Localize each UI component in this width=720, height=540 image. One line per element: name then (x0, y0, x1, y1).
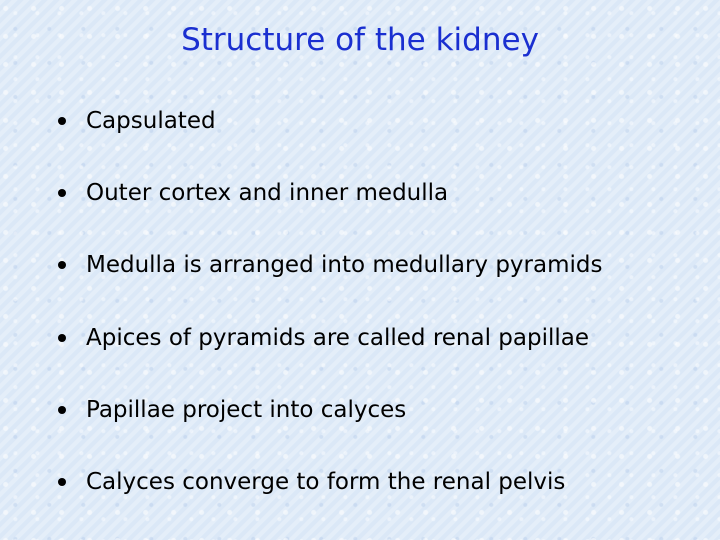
bullet-item (58, 464, 565, 500)
bullet-item (58, 320, 589, 356)
bullet-text: Medulla is arranged into medullary pyramids (86, 252, 603, 278)
bullet-text: Calyces converge to form the renal pelvis (86, 469, 566, 495)
bullet-text: Capsulated (86, 108, 216, 134)
bullet-dot-icon (58, 478, 66, 486)
bullet-text: Outer cortex and inner medulla (86, 180, 449, 206)
bullet-item (58, 175, 448, 211)
bullet-item (58, 103, 216, 139)
bullet-text: Apices of pyramids are called renal papillae (86, 325, 590, 351)
bullet-dot-icon (58, 117, 66, 125)
bullet-dot-icon (58, 406, 66, 414)
bullet-dot-icon (58, 261, 66, 269)
bullet-item (58, 247, 602, 283)
bullet-item (58, 392, 406, 428)
slide-title: Structure of the kidney (181, 22, 539, 58)
bullet-text: Papillae project into calyces (86, 397, 407, 423)
bullet-dot-icon (58, 334, 66, 342)
bullet-dot-icon (58, 189, 66, 197)
